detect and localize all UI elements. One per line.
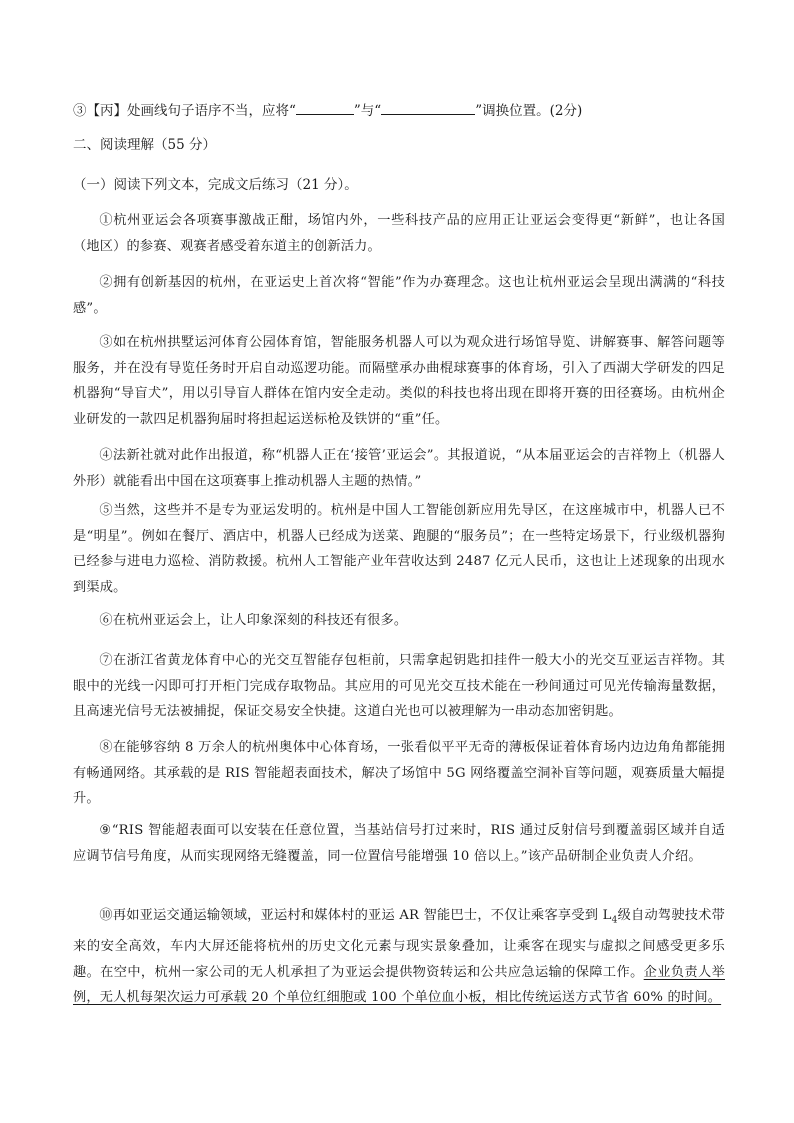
section-2-title: 二、阅读理解（55 分） <box>73 137 216 153</box>
question-3 <box>73 100 582 121</box>
paragraph-10-text-a: ⑩再如亚运交通运输领域，亚运村和媒体村的亚运 AR 智能巴士，不仅让乘客享受到 L <box>99 908 612 923</box>
question-3-text-b: ”与“ <box>353 103 382 119</box>
answer-blank-2[interactable] <box>381 100 475 115</box>
paragraph-7: ⑦在浙江省黄龙体育中心的光交互智能存包柜前，只需拿起钥匙扣挂件一般大小的光交互亚运吉祥物。其眼中的光线一闪即可打开柜门完成存取物品。其应用的可见光交互技术能在一秒间通过可见光传输海量数据，且高速光信号无法被捕捉，保证交易安全快捷。这道白光也可以被理解为一串动态加密钥匙。 <box>73 653 725 719</box>
paragraph-10-subscript: 4 <box>611 915 618 926</box>
paragraph-1: ①杭州亚运会各项赛事激战正酣，场馆内外，一些科技产品的应用正让亚运会变得更“新鲜”，也让各国（地区）的参赛、观赛者感受着东道主的创新活力。 <box>73 213 725 254</box>
paragraph-2: ②拥有创新基因的杭州，在亚运史上首次将“智能”作为办赛理念。这也让杭州亚运会呈现出满满的“科技感”。 <box>73 275 725 316</box>
paragraph-5: ⑤当然，这些并不是专为亚运发明的。杭州是中国人工智能创新应用先导区，在这座城市中，机器人已不是“明星”。例如在餐厅、酒店中，机器人已经成为送菜、跑腿的“服务员”；在一些特定场景下，行业级机器狗已经参与进电力巡检、消防救援。杭州人工智能产业年营收达到 2487 亿元人民币，这也让上述现象的出现水到渠成。 <box>73 503 725 595</box>
paragraph-10 <box>73 903 725 1011</box>
paragraph-10-text-b: 级自动驾驶技术带来的安全高效，车内大屏还能将杭州的历史文化元素与现实景象叠加，让乘客在现实与虚拟之间感受更多乐趣。在空中，杭州一家公司的无人机承担了为亚运会提供物资转运和公共应急运输的保障工作。 <box>73 908 725 980</box>
paragraph-6: ⑥在杭州亚运会上，让人印象深刻的科技还有很多。 <box>99 613 408 628</box>
paragraph-3: ③如在杭州拱墅运河体育公园体育馆，智能服务机器人可以为观众进行场馆导览、讲解赛事、解答问题等服务，并在没有导览任务时开启自动巡逻功能。而隔壁承办曲棍球赛事的体育场，引入了西湖大学研发的四足机器狗“导盲犬”，用以引导盲人群体在馆内安全走动。类似的科技也将出现在即将开赛的田径赛场。由杭州企业研发的一款四足机器狗届时将担起运送标枪及铁饼的“重”任。 <box>73 335 725 427</box>
paragraph-9: ⑨“RIS 智能超表面可以安装在任意位置，当基站信号打过来时，RIS 通过反射信号到覆盖弱区域并自适应调节信号角度，从而实现网络无缝覆盖，同一位置信号能增强 10 倍以上。”该产品研制企业负责人介绍。 <box>73 823 725 864</box>
paragraph-4: ④法新社就对此作出报道，称“机器人正在‘接管’亚运会”。其报道说，“从本届亚运会的吉祥物上（机器人外形）就能看出中国在这项赛事上推动机器人主题的热情。” <box>73 448 725 489</box>
question-3-text-c: ”调换位置。(2分) <box>475 103 583 119</box>
underlined-sentence: 企业负责人举例，无人机每架次运力可承载 20 个单位红细胞或 100 个单位血小板，相比传统运送方式节省 60% 的时间。 <box>73 964 725 1006</box>
paragraph-8: ⑧在能够容纳 8 万余人的杭州奥体中心体育场，一张看似平平无奇的薄板保证着体育场内边边角角都能拥有畅通网络。其承载的是 RIS 智能超表面技术，解决了场馆中 5G 网络覆盖空洞补盲等问题，观赛质量大幅提升。 <box>73 740 725 806</box>
part-1-title: （一）阅读下列文本，完成文后练习（21 分）。 <box>73 177 358 193</box>
question-3-text-a: ③【丙】处画线句子语序不当，应将“ <box>73 103 296 119</box>
answer-blank-1[interactable] <box>296 100 354 115</box>
